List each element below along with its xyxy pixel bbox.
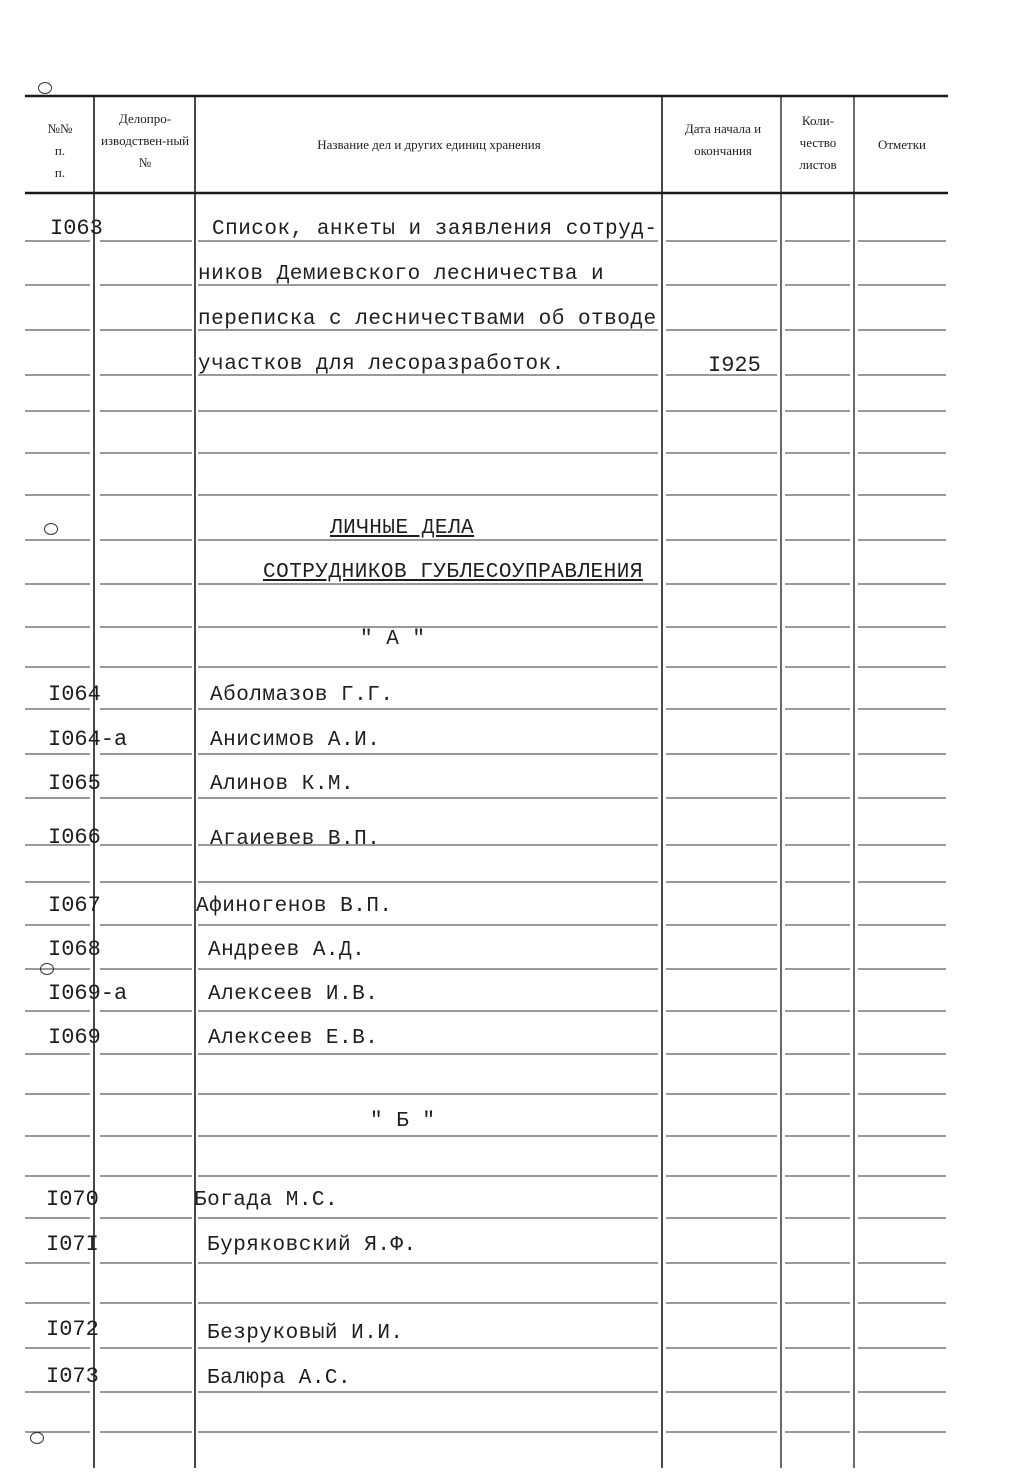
section-subtitle: СОТРУДНИКОВ ГУБЛЕСОУПРАВЛЕНИЯ xyxy=(263,561,643,584)
record-number: I073 xyxy=(46,1364,99,1389)
record-name: Агаиевев В.П. xyxy=(210,828,381,851)
header-col-dates: Дата начала и окончания xyxy=(684,121,762,158)
record-name: Буряковский Я.Ф. xyxy=(207,1234,417,1257)
record-title-line: Список, анкеты и заявления сотруд- xyxy=(212,218,658,241)
record-date: I925 xyxy=(708,353,761,378)
header-col-number: №№ п. п. xyxy=(47,121,73,180)
record-number: I072 xyxy=(46,1317,99,1342)
record-name: Богада М.С. xyxy=(194,1189,339,1212)
record-title-line: переписка с лесничествами об отводе xyxy=(198,308,657,331)
record-name: Балюра А.С. xyxy=(207,1367,352,1390)
record-number: I069 xyxy=(48,1025,101,1050)
letter-heading-b: " Б " xyxy=(370,1110,436,1133)
record-number: I067 xyxy=(48,893,101,918)
record-number: I068 xyxy=(48,937,101,962)
header-col-notes: Отметки xyxy=(877,137,927,152)
record-number: I070 xyxy=(46,1187,99,1212)
record-name: Аболмазов Г.Г. xyxy=(210,684,394,707)
record-name: Анисимов А.И. xyxy=(210,729,381,752)
record-name: Афиногенов В.П. xyxy=(196,895,393,918)
punch-hole-mark xyxy=(38,82,52,94)
header-col-title: Название дел и других единиц хранения xyxy=(317,137,541,152)
punch-hole-mark xyxy=(30,1432,44,1444)
record-number: I065 xyxy=(48,771,101,796)
record-number: I064 xyxy=(48,682,101,707)
record-name: Андреев А.Д. xyxy=(208,939,366,962)
letter-heading-a: " А " xyxy=(360,628,426,651)
row-ruling xyxy=(25,241,946,1432)
punch-hole-mark xyxy=(40,963,54,975)
record-number: I066 xyxy=(48,825,101,850)
record-number: I07I xyxy=(46,1232,99,1257)
record-name: Алинов К.М. xyxy=(210,773,355,796)
punch-hole-mark xyxy=(44,523,58,535)
record-number: I064-а xyxy=(48,727,128,752)
record-name: Алексеев И.В. xyxy=(208,983,379,1006)
record-title-line: ников Демиевского лесничества и xyxy=(198,263,605,286)
record-number: I063 xyxy=(50,216,103,241)
record-title-line: участков для лесоразработок. xyxy=(198,353,565,376)
header-col-sheets: Коли-чество листов xyxy=(799,113,837,172)
record-name: Безруковый И.И. xyxy=(207,1322,404,1345)
record-number: I069-а xyxy=(48,981,128,1006)
section-title: ЛИЧНЫЕ ДЕЛА xyxy=(330,517,475,540)
header-col-office-number: Делопро-изводствен-ный № xyxy=(100,111,190,170)
record-name: Алексеев Е.В. xyxy=(208,1027,379,1050)
